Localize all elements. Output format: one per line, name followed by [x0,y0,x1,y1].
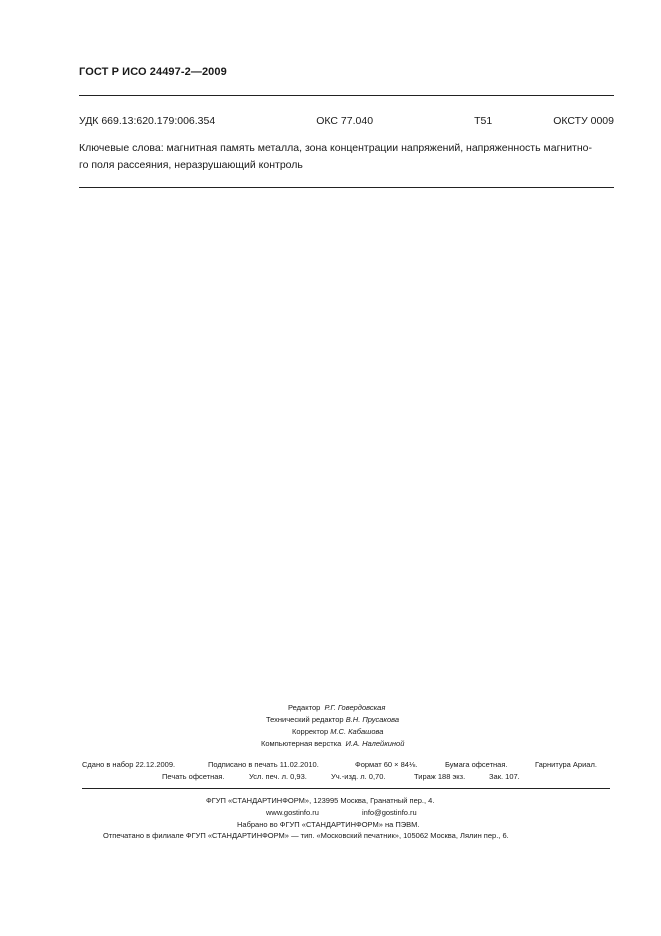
bottom-divider [79,187,614,188]
editor-name: Р.Г. Говердовская [324,703,386,712]
publisher-email: info@gostinfo.ru [362,808,417,817]
tech-editor-label: Технический редактор [266,715,344,724]
corrector-name: М.С. Кабашова [330,727,384,736]
corrector-label: Корректор [292,727,329,736]
udk-code: УДК 669.13:620.179:006.354 [79,115,216,127]
order-number: Зак. 107. [489,772,520,781]
tech-editor-credit [266,714,399,726]
printed-note: Отпечатано в филиале ФГУП «СТАНДАРТИНФОРМ» — тип. «Московский печатник», 105062 Москва, Лялин пер., 6. [103,831,509,840]
print-sheets: Усл. печ. л. 0,93. [249,772,307,781]
layout-label: Компьютерная верстка [261,739,342,748]
publisher-website: www.gostinfo.ru [266,808,319,817]
top-divider [79,95,614,96]
tech-editor-name: В.Н. Прусакова [345,715,400,724]
keywords-line-2: го поля рассеяния, неразрушающий контроль [79,159,303,171]
document-code: ГОСТ Р ИСО 24497-2—2009 [79,66,227,78]
oks-code: ОКС 77.040 [316,115,374,127]
font-info: Гарнитура Ариал. [535,760,597,769]
classification-row [79,115,614,127]
keywords-block [79,140,614,174]
format-info: Формат 60 × 84⅛. [355,760,418,769]
editor-label: Редактор [288,703,321,712]
submitted-date: Сдано в набор 22.12.2009. [82,760,176,769]
okstu-code: ОКСТУ 0009 [553,115,614,127]
editor-credit [288,702,385,714]
t-code: Т51 [474,115,493,127]
corrector-credit [292,726,383,738]
keywords-line-1: Ключевые слова: магнитная память металла, зона концентрации напряжений, напряженность магнитно- [79,142,593,154]
publisher-divider [82,788,610,789]
printing-type: Печать офсетная. [162,772,225,781]
layout-credit [261,738,404,750]
print-run: Тираж 188 экз. [414,772,466,781]
publisher-address: ФГУП «СТАНДАРТИНФОРМ», 123995 Москва, Гранатный пер., 4. [206,796,435,805]
typeset-note: Набрано во ФГУП «СТАНДАРТИНФОРМ» на ПЭВМ. [237,820,420,829]
layout-name: И.А. Налейкиной [345,739,405,748]
paper-info: Бумага офсетная. [445,760,508,769]
pub-sheets: Уч.-изд. л. 0,70. [331,772,386,781]
signed-date: Подписано в печать 11.02.2010. [208,760,319,769]
